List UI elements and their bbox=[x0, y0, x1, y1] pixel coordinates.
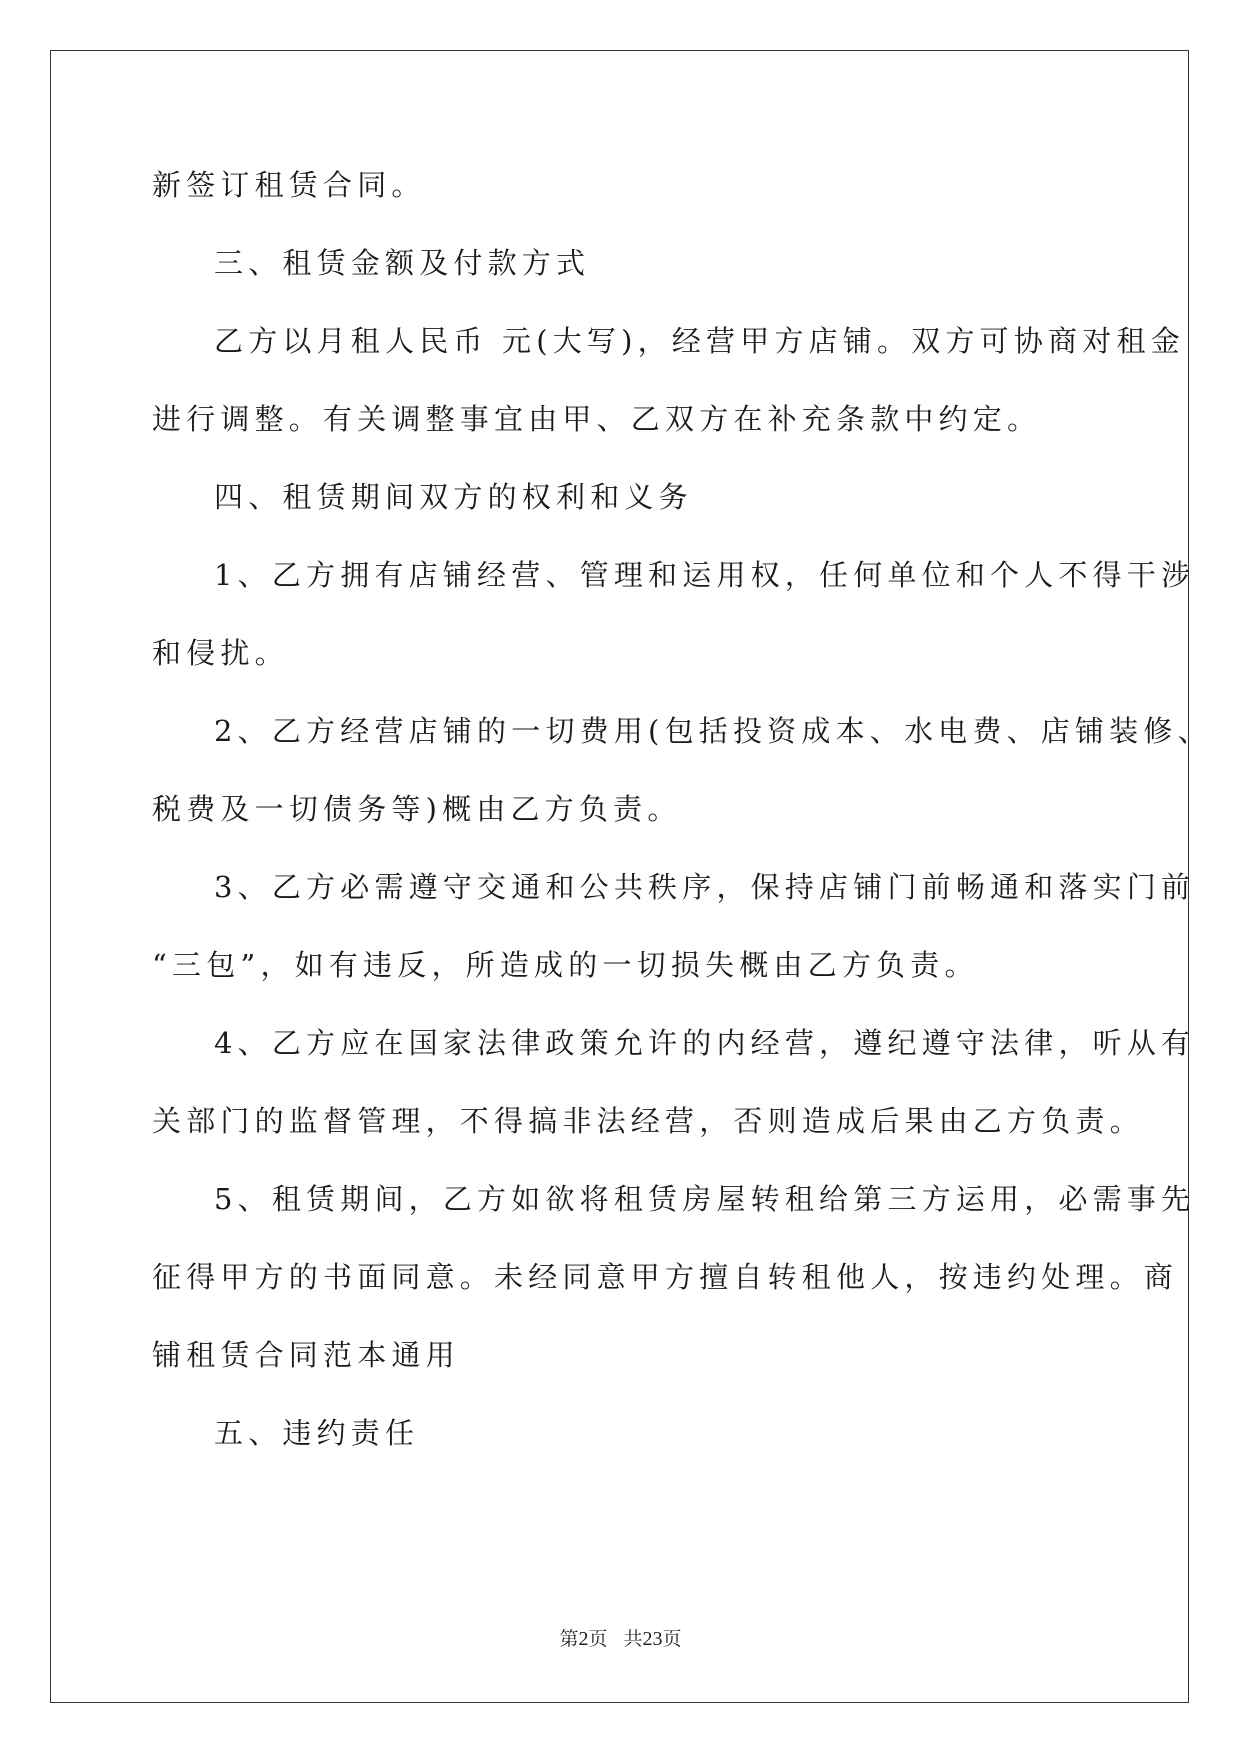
section-heading: 四、租赁期间双方的权利和义务 bbox=[214, 480, 693, 514]
page-prefix: 第 bbox=[559, 1629, 579, 1650]
paragraph-line: 5、租赁期间，乙方如欲将租赁房屋转租给第三方运用，必需事先 bbox=[214, 1182, 1196, 1216]
total-suffix: 页 bbox=[662, 1629, 682, 1650]
paragraph-line: 进行调整。有关调整事宜由甲、乙双方在补充条款中约定。 bbox=[152, 402, 1042, 436]
paragraph-line: 4、乙方应在国家法律政策允许的内经营，遵纪遵守法律，听从有 bbox=[214, 1026, 1196, 1060]
paragraph-line: 征得甲方的书面同意。未经同意甲方擅自转租他人，按违约处理。商 bbox=[152, 1260, 1179, 1294]
paragraph-line: 1、乙方拥有店铺经营、管理和运用权，任何单位和个人不得干涉 bbox=[214, 558, 1196, 592]
paragraph-line: 乙方以月租人民币 元(大写)，经营甲方店铺。双方可协商对租金 bbox=[214, 324, 1185, 358]
paragraph-line: 新签订租赁合同。 bbox=[152, 168, 426, 202]
paragraph-line: 2、乙方经营店铺的一切费用(包括投资成本、水电费、店铺装修、 bbox=[214, 714, 1212, 748]
page-footer bbox=[0, 1627, 1241, 1652]
paragraph-line: “三包”，如有违反，所造成的一切损失概由乙方负责。 bbox=[152, 948, 979, 982]
section-heading: 五、违约责任 bbox=[214, 1416, 420, 1450]
current-page-number: 2 bbox=[578, 1628, 589, 1650]
section-heading: 三、租赁金额及付款方式 bbox=[214, 246, 591, 280]
paragraph-line: 税费及一切债务等)概由乙方负责。 bbox=[152, 792, 682, 826]
paragraph-line: 3、乙方必需遵守交通和公共秩序，保持店铺门前畅通和落实门前 bbox=[214, 870, 1196, 904]
paragraph-line: 铺租赁合同范本通用 bbox=[152, 1338, 460, 1372]
total-page-count: 23 bbox=[642, 1628, 663, 1650]
page-suffix: 页 bbox=[588, 1629, 608, 1650]
paragraph-line: 和侵扰。 bbox=[152, 636, 289, 670]
paragraph-line: 关部门的监督管理，不得搞非法经营，否则造成后果由乙方负责。 bbox=[152, 1104, 1144, 1138]
total-prefix: 共 bbox=[623, 1629, 643, 1650]
